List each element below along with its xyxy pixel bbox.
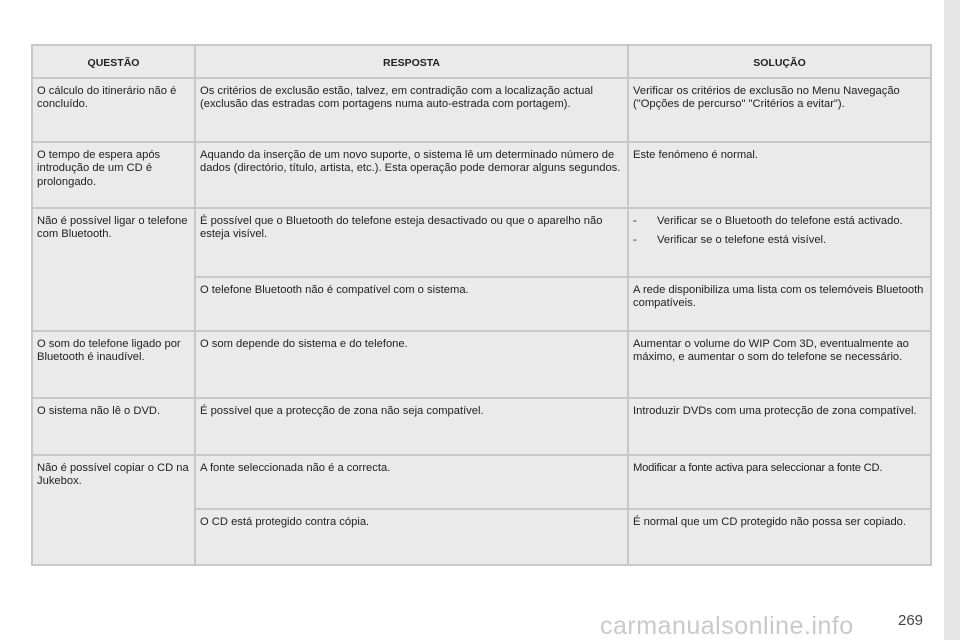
solution-cell: Verificar os critérios de exclusão no Menu Navegação ("Opções de percurso" "Critérios a evitar"). — [628, 78, 931, 142]
solution-cell: É normal que um CD protegido não possa ser copiado. — [628, 509, 931, 565]
question-cell: O som do telefone ligado por Bluetooth é inaudível. — [32, 331, 195, 398]
question-cell: Não é possível copiar o CD na Jukebox. — [32, 455, 195, 565]
table-row — [32, 398, 931, 455]
table-row — [32, 208, 931, 277]
solution-list-item: - Verificar se o telefone está visível. — [633, 234, 925, 247]
solution-list-item: - Verificar se o Bluetooth do telefone está activado. — [633, 215, 925, 228]
question-cell: O tempo de espera após introdução de um CD é prolongado. — [32, 142, 195, 208]
table-row — [32, 142, 931, 208]
table-header-row — [32, 45, 931, 78]
troubleshooting-table — [31, 44, 932, 566]
header-solution: SOLUÇÃO — [628, 45, 931, 78]
header-question: QUESTÃO — [32, 45, 195, 78]
solution-cell: Introduzir DVDs com uma protecção de zona compatível. — [628, 398, 931, 455]
solution-cell: A rede disponibiliza uma lista com os telemóveis Bluetooth compatíveis. — [628, 277, 931, 331]
answer-cell: O telefone Bluetooth não é compatível com o sistema. — [195, 277, 628, 331]
question-cell: O sistema não lê o DVD. — [32, 398, 195, 455]
answer-cell: A fonte seleccionada não é a correcta. — [195, 455, 628, 509]
solution-cell: Modificar a fonte activa para seleccionar a fonte CD. — [628, 455, 931, 509]
solution-cell: Aumentar o volume do WIP Com 3D, eventualmente ao máximo, e aumentar o som do telefone se necessário. — [628, 331, 931, 398]
answer-cell: É possível que a protecção de zona não seja compatível. — [195, 398, 628, 455]
page-edge-bar — [944, 0, 960, 640]
answer-cell: O CD está protegido contra cópia. — [195, 509, 628, 565]
table-row — [32, 78, 931, 142]
solution-list — [633, 215, 925, 248]
solution-cell — [628, 208, 931, 277]
header-answer: RESPOSTA — [195, 45, 628, 78]
answer-cell: É possível que o Bluetooth do telefone esteja desactivado ou que o aparelho não esteja visível. — [195, 208, 628, 277]
table-row — [32, 331, 931, 398]
page-number: 269 — [898, 612, 924, 629]
answer-cell: Os critérios de exclusão estão, talvez, em contradição com a localização actual (exclusão das estradas com portagens numa auto-estrada com portagem). — [195, 78, 628, 142]
answer-cell: O som depende do sistema e do telefone. — [195, 331, 628, 398]
question-cell: O cálculo do itinerário não é concluído. — [32, 78, 195, 142]
watermark-text: carmanualsonline.info — [600, 612, 854, 640]
question-cell: Não é possível ligar o telefone com Bluetooth. — [32, 208, 195, 331]
table-row — [32, 455, 931, 509]
answer-cell: Aquando da inserção de um novo suporte, o sistema lê um determinado número de dados (directório, título, artista, etc.). Esta operação pode demorar alguns segundos. — [195, 142, 628, 208]
solution-cell: Este fenómeno é normal. — [628, 142, 931, 208]
troubleshooting-table-container — [31, 44, 930, 566]
